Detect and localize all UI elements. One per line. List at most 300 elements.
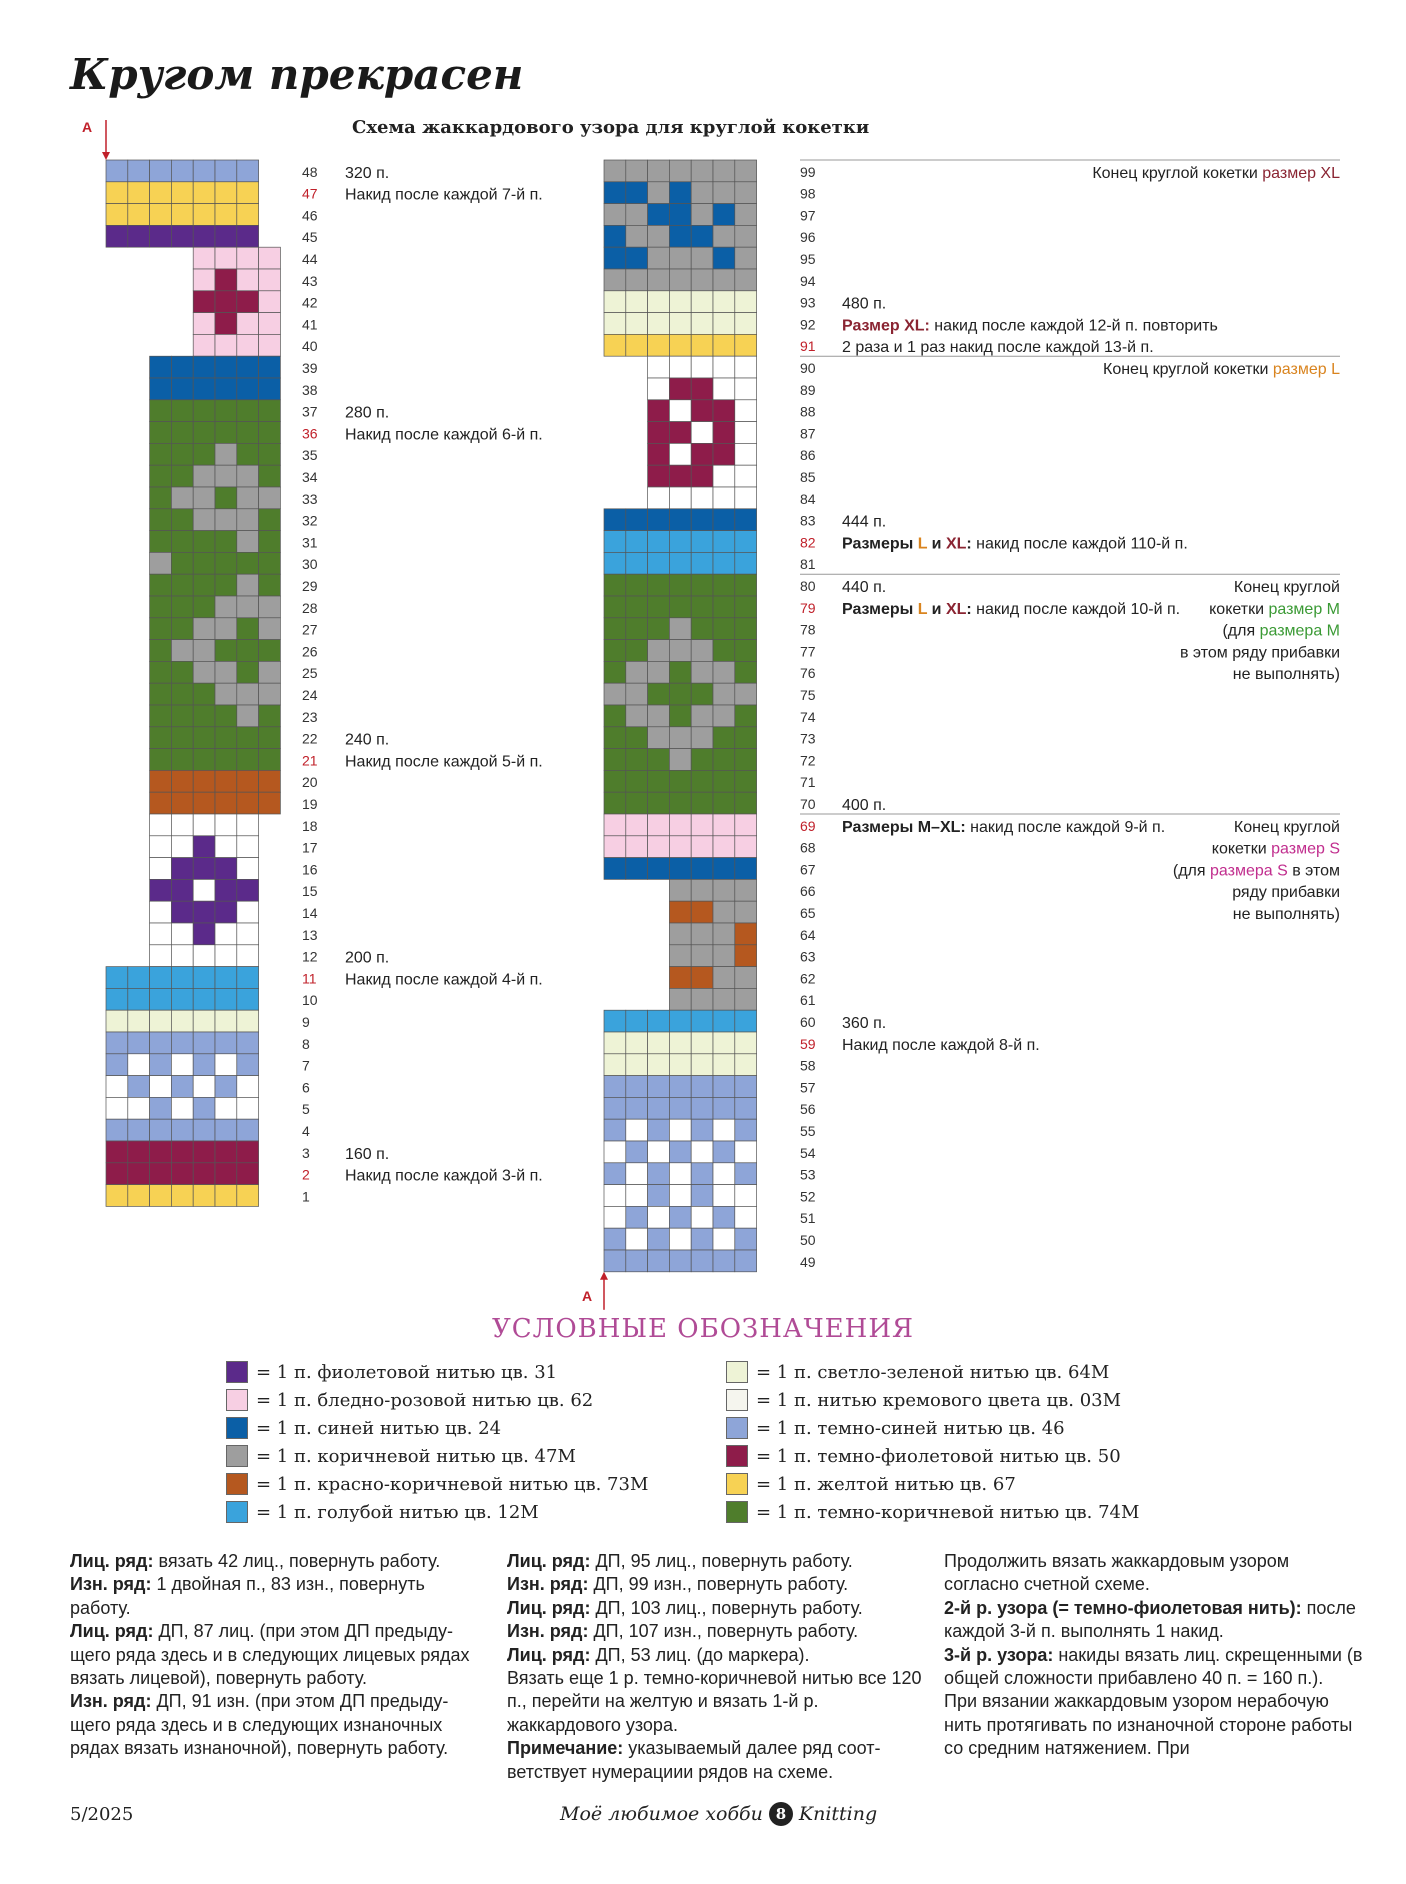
chart-cell <box>106 1119 128 1141</box>
chart-cell <box>626 531 648 553</box>
instruction-paragraph: 3-й р. узора: накиды вязать лиц. скрещенными (в общей сложности прибавлено 40 п. = 160 п.). <box>944 1644 1363 1689</box>
chart-cell <box>171 509 193 531</box>
chart-cell <box>150 1076 172 1098</box>
chart-cell <box>237 509 259 531</box>
chart-cell <box>713 1250 735 1272</box>
chart-cell <box>691 814 713 836</box>
chart-cell <box>215 814 237 836</box>
chart-cell <box>128 1076 150 1098</box>
chart-cell <box>237 879 259 901</box>
chart-cell <box>259 683 281 705</box>
chart-cell <box>237 247 259 269</box>
chart-cell <box>735 552 757 574</box>
chart-cell <box>691 378 713 400</box>
chart-cell <box>215 618 237 640</box>
chart-cell <box>215 901 237 923</box>
chart-cell <box>193 356 215 378</box>
row-number-label: 89 <box>800 381 816 398</box>
chart-cell <box>259 749 281 771</box>
chart-cell <box>171 422 193 444</box>
chart-cell <box>193 225 215 247</box>
chart-cell <box>648 1141 670 1163</box>
chart-cell <box>150 531 172 553</box>
chart-cell <box>193 487 215 509</box>
row-number-label: 70 <box>800 796 816 812</box>
chart-cell <box>669 640 691 662</box>
row-number-label: 99 <box>800 163 816 180</box>
chart-cell <box>735 683 757 705</box>
row-number-label: 84 <box>800 490 816 507</box>
row-number-label: 87 <box>800 425 816 442</box>
chart-cell <box>648 291 670 313</box>
chart-cell <box>735 247 757 269</box>
legend-item <box>726 1498 1139 1526</box>
chart-cell <box>713 1119 735 1141</box>
chart-cell <box>669 618 691 640</box>
row-number-label: 79 <box>800 599 816 616</box>
chart-cell <box>691 465 713 487</box>
chart-cell <box>150 1119 172 1141</box>
chart-cell <box>735 945 757 967</box>
chart-left-grid <box>106 160 280 1206</box>
chart-cell <box>193 1097 215 1119</box>
chart-cell <box>735 269 757 291</box>
instruction-paragraph: Изн. ряд: ДП, 107 изн., повернуть работу. <box>507 1621 859 1642</box>
chart-cell <box>713 858 735 880</box>
chart-cell <box>735 901 757 923</box>
chart-cell <box>237 400 259 422</box>
chart-cell <box>193 400 215 422</box>
chart-cell <box>215 509 237 531</box>
chart-cell <box>691 901 713 923</box>
chart-cell <box>171 967 193 989</box>
chart-cell <box>193 1076 215 1098</box>
chart-cell <box>171 945 193 967</box>
chart-cell <box>713 160 735 182</box>
chart-cell <box>150 923 172 945</box>
chart-cell <box>237 204 259 226</box>
chart-cell <box>259 443 281 465</box>
annotation-text: Размер XL: накид после каждой 12-й п. повторить <box>842 317 1218 335</box>
row-number-label: 78 <box>800 621 816 638</box>
chart-cell <box>604 1228 626 1250</box>
chart-cell <box>259 574 281 596</box>
annotation-text: в этом ряду прибавки <box>1179 644 1340 662</box>
chart-cell <box>648 1185 670 1207</box>
chart-cell <box>648 204 670 226</box>
chart-cell <box>691 879 713 901</box>
legend-label: = 1 п. светло-зеленой нитью цв. 64М <box>756 1361 1110 1383</box>
row-number-label: 50 <box>800 1232 816 1248</box>
chart-cell <box>713 1163 735 1185</box>
instruction-paragraph: Лиц. ряд: ДП, 95 лиц., повернуть работу. <box>507 1551 853 1571</box>
row-number-label: 94 <box>800 272 816 289</box>
chart-cell <box>691 858 713 880</box>
row-number-label: 3 <box>302 1144 310 1161</box>
chart-cell <box>669 945 691 967</box>
chart-cell <box>648 531 670 553</box>
chart-cell <box>713 792 735 814</box>
row-number-label: 40 <box>302 338 318 355</box>
chart-cell <box>669 552 691 574</box>
chart-cell <box>171 182 193 204</box>
chart-cell <box>604 1119 626 1141</box>
chart-cell <box>128 1119 150 1141</box>
chart-cell <box>237 858 259 880</box>
chart-cell <box>215 225 237 247</box>
chart-cell <box>626 160 648 182</box>
chart-cell <box>713 1076 735 1098</box>
chart-cell <box>626 661 648 683</box>
chart-cell <box>713 465 735 487</box>
chart-cell <box>648 182 670 204</box>
chart-cell <box>237 1054 259 1076</box>
chart-cell <box>669 465 691 487</box>
row-number-label: 56 <box>800 1101 816 1118</box>
chart-cell <box>193 923 215 945</box>
chart-cell <box>713 596 735 618</box>
row-number-label: 54 <box>800 1144 816 1161</box>
chart-cell <box>713 1185 735 1207</box>
chart-cell <box>215 247 237 269</box>
chart-cell <box>215 1076 237 1098</box>
legend-label: = 1 п. красно-коричневой нитью цв. 73М <box>256 1473 649 1495</box>
chart-cell <box>150 1032 172 1054</box>
chart-cell <box>648 661 670 683</box>
chart-cell <box>215 770 237 792</box>
chart-cell <box>259 552 281 574</box>
chart-cell <box>735 770 757 792</box>
row-number-label: 33 <box>302 490 318 507</box>
chart-cell <box>735 313 757 335</box>
annotation-text: Размеры L и XL: накид после каждой 110-й п. <box>842 535 1188 553</box>
chart-cell <box>713 400 735 422</box>
chart-cell <box>626 836 648 858</box>
chart-cell <box>604 334 626 356</box>
chart-cell <box>713 574 735 596</box>
chart-cell <box>626 1076 648 1098</box>
chart-cell <box>106 1097 128 1119</box>
chart-cell <box>215 988 237 1010</box>
chart-cell <box>648 705 670 727</box>
chart-cell <box>735 291 757 313</box>
chart-cell <box>150 792 172 814</box>
row-note: 200 п. <box>345 949 390 967</box>
chart-cell <box>735 160 757 182</box>
chart-cell <box>259 378 281 400</box>
row-number-label: 91 <box>800 338 816 355</box>
row-note: Накид после каждой 7-й п. <box>345 186 543 204</box>
row-number-label: 95 <box>800 251 816 267</box>
row-number-label: 81 <box>800 556 816 573</box>
page-number: 8 <box>769 1802 793 1826</box>
chart-cell <box>215 356 237 378</box>
chart-cell <box>648 640 670 662</box>
chart-cell <box>691 247 713 269</box>
row-number-label: 13 <box>302 926 318 943</box>
row-number-label: 11 <box>302 970 317 987</box>
chart-cell <box>193 945 215 967</box>
chart-cell <box>691 988 713 1010</box>
chart-cell <box>691 334 713 356</box>
chart-cell <box>128 1141 150 1163</box>
row-number-label: 80 <box>800 578 816 594</box>
chart-cell <box>691 727 713 749</box>
chart-cell <box>669 988 691 1010</box>
row-number-label: 75 <box>800 687 816 703</box>
chart-cell <box>106 225 128 247</box>
chart-cell <box>215 574 237 596</box>
row-number-label: 4 <box>302 1123 310 1139</box>
chart-cell <box>669 901 691 923</box>
row-note: 240 п. <box>345 731 390 749</box>
chart-cell <box>713 923 735 945</box>
chart-cell <box>171 1141 193 1163</box>
chart-cell <box>171 901 193 923</box>
chart-cell <box>691 1097 713 1119</box>
chart-cell <box>713 531 735 553</box>
chart-cell <box>193 1141 215 1163</box>
chart-cell <box>648 487 670 509</box>
chart-cell <box>259 334 281 356</box>
row-number-label: 93 <box>800 294 816 311</box>
chart-cell <box>669 923 691 945</box>
chart-cell <box>626 247 648 269</box>
chart-cell <box>648 247 670 269</box>
chart-cell <box>150 770 172 792</box>
chart-cell <box>648 225 670 247</box>
chart-cell <box>237 291 259 313</box>
section-name: Knitting <box>798 1803 878 1825</box>
chart-cell <box>604 531 626 553</box>
chart-cell <box>259 465 281 487</box>
chart-cell <box>106 1185 128 1207</box>
row-note: 160 п. <box>345 1145 390 1163</box>
chart-cell <box>193 727 215 749</box>
chart-cell <box>669 596 691 618</box>
row-number-label: 85 <box>800 469 816 485</box>
row-number-label: 52 <box>800 1188 816 1205</box>
row-number-label: 48 <box>302 163 318 180</box>
annotation-text: Размеры L и XL: накид после каждой 10-й п. <box>842 600 1181 618</box>
row-number-label: 66 <box>800 883 816 900</box>
row-number-label: 34 <box>302 469 318 485</box>
chart-cell <box>604 1141 626 1163</box>
chart-cell <box>259 770 281 792</box>
chart-cell <box>193 836 215 858</box>
chart-cell <box>691 422 713 444</box>
chart-cell <box>171 160 193 182</box>
chart-cell <box>215 552 237 574</box>
instruction-paragraph: Лиц. ряд: ДП, 103 лиц., повернуть работу. <box>507 1597 863 1618</box>
chart-cell <box>626 1097 648 1119</box>
chart-cell <box>237 596 259 618</box>
chart-cell <box>713 313 735 335</box>
chart-cell <box>648 1097 670 1119</box>
chart-cell <box>604 705 626 727</box>
legend-item <box>226 1414 648 1442</box>
chart-cell <box>237 792 259 814</box>
legend-swatch <box>226 1473 248 1495</box>
row-number-label: 92 <box>800 316 816 333</box>
row-number-label: 15 <box>302 883 318 900</box>
chart-cell <box>215 160 237 182</box>
legend-swatch <box>726 1473 748 1495</box>
chart-cell <box>193 313 215 335</box>
chart-cell <box>604 269 626 291</box>
instruction-label: 3-й р. узора: <box>944 1644 1054 1665</box>
chart-cell <box>215 945 237 967</box>
annotation-text: кокетки размер S <box>1211 840 1340 858</box>
chart-cell <box>669 356 691 378</box>
annotation-text: Конец круглой <box>1233 818 1340 836</box>
legend-item <box>226 1470 648 1498</box>
chart-cell <box>626 683 648 705</box>
row-number-label: 9 <box>302 1014 310 1030</box>
annotation-text: Конец круглой кокетки размер L <box>1103 361 1340 378</box>
chart-cell <box>604 1185 626 1207</box>
chart-cell <box>215 596 237 618</box>
chart-cell <box>215 923 237 945</box>
chart-cell <box>648 1206 670 1228</box>
chart-cell <box>713 770 735 792</box>
chart-cell <box>259 247 281 269</box>
chart-cell <box>215 727 237 749</box>
row-number-label: 83 <box>800 512 816 529</box>
chart-cell <box>150 1141 172 1163</box>
chart-cell <box>669 204 691 226</box>
chart-cell <box>735 596 757 618</box>
legend-label: = 1 п. голубой нитью цв. 12М <box>256 1501 539 1523</box>
chart-cell <box>713 1032 735 1054</box>
chart-cell <box>106 1141 128 1163</box>
row-note: Накид после каждой 6-й п. <box>345 426 543 444</box>
chart-cell <box>735 465 757 487</box>
row-number-label: 8 <box>302 1035 310 1052</box>
chart-cell <box>604 770 626 792</box>
chart-cell <box>735 1054 757 1076</box>
chart-cell <box>604 618 626 640</box>
chart-cell <box>150 160 172 182</box>
chart-cell <box>626 1054 648 1076</box>
chart-cell <box>604 182 626 204</box>
chart-cell <box>193 858 215 880</box>
row-number-label: 62 <box>800 970 816 987</box>
chart-cell <box>669 879 691 901</box>
chart-cell <box>215 1032 237 1054</box>
chart-cell <box>171 1119 193 1141</box>
chart-cell <box>193 574 215 596</box>
chart-cell <box>128 182 150 204</box>
chart-cell <box>604 1097 626 1119</box>
row-number-label: 37 <box>302 403 318 420</box>
chart-cell <box>259 705 281 727</box>
row-number-label: 90 <box>800 360 816 376</box>
chart-cell <box>669 334 691 356</box>
chart-cell <box>626 225 648 247</box>
legend-title: УСЛОВНЫЕ ОБОЗНАЧЕНИЯ <box>491 1314 915 1344</box>
row-number-label: 21 <box>302 752 318 769</box>
chart-cell <box>193 661 215 683</box>
row-number-label: 97 <box>800 207 816 224</box>
chart-cell <box>648 749 670 771</box>
chart-cell <box>648 422 670 444</box>
page-title: Кругом прекрасен <box>70 50 524 99</box>
chart-cell <box>669 182 691 204</box>
magazine-name: Моё любимое хобби <box>560 1803 763 1825</box>
row-note: 440 п. <box>842 579 887 596</box>
chart-cell <box>150 683 172 705</box>
chart-cell <box>691 1076 713 1098</box>
chart-cell <box>691 291 713 313</box>
chart-cell <box>215 465 237 487</box>
chart-cell <box>626 1032 648 1054</box>
chart-cell <box>171 727 193 749</box>
chart-cell <box>237 1119 259 1141</box>
chart-cell <box>735 356 757 378</box>
chart-cell <box>150 422 172 444</box>
row-number-label: 35 <box>302 447 318 464</box>
row-number-label: 1 <box>302 1188 310 1205</box>
row-number-label: 59 <box>800 1035 816 1052</box>
chart-cell <box>691 204 713 226</box>
chart-cell <box>604 1032 626 1054</box>
chart-cell <box>604 749 626 771</box>
chart-cell <box>237 1163 259 1185</box>
chart-left-labels <box>302 164 543 1205</box>
chart-cell <box>626 313 648 335</box>
chart-cell <box>128 1097 150 1119</box>
row-number-label: 68 <box>800 839 816 856</box>
legend-label: = 1 п. бледно-розовой нитью цв. 62 <box>256 1389 594 1411</box>
chart-cell <box>171 640 193 662</box>
chart-cell <box>171 225 193 247</box>
chart-cell <box>171 879 193 901</box>
chart-cell <box>648 683 670 705</box>
chart-cell <box>604 291 626 313</box>
annotation-text: (для размера S в этом <box>1172 862 1340 880</box>
chart-cell <box>626 1250 648 1272</box>
chart-cell <box>171 661 193 683</box>
chart-cell <box>237 661 259 683</box>
chart-cell <box>193 1185 215 1207</box>
chart-cell <box>604 1010 626 1032</box>
chart-cell <box>604 727 626 749</box>
instruction-label: Примечание: <box>507 1738 624 1759</box>
chart-cell <box>171 988 193 1010</box>
row-number-label: 27 <box>302 621 318 638</box>
chart-cell <box>259 422 281 444</box>
chart-cell <box>237 225 259 247</box>
row-note: 444 п. <box>842 513 887 531</box>
chart-cell <box>669 247 691 269</box>
chart-cell <box>150 945 172 967</box>
chart-cell <box>171 836 193 858</box>
chart-cell <box>713 443 735 465</box>
chart-cell <box>626 858 648 880</box>
chart-cell <box>237 334 259 356</box>
row-number-label: 36 <box>302 425 318 442</box>
annotation-text: Конец круглой кокетки размер XL <box>1092 164 1340 182</box>
chart-cell <box>648 1163 670 1185</box>
chart-cell <box>691 1185 713 1207</box>
legend-left-column <box>226 1358 648 1526</box>
chart-cell <box>171 1054 193 1076</box>
chart-cell <box>604 1250 626 1272</box>
chart-cell <box>713 705 735 727</box>
chart-cell <box>691 1206 713 1228</box>
chart-cell <box>259 313 281 335</box>
